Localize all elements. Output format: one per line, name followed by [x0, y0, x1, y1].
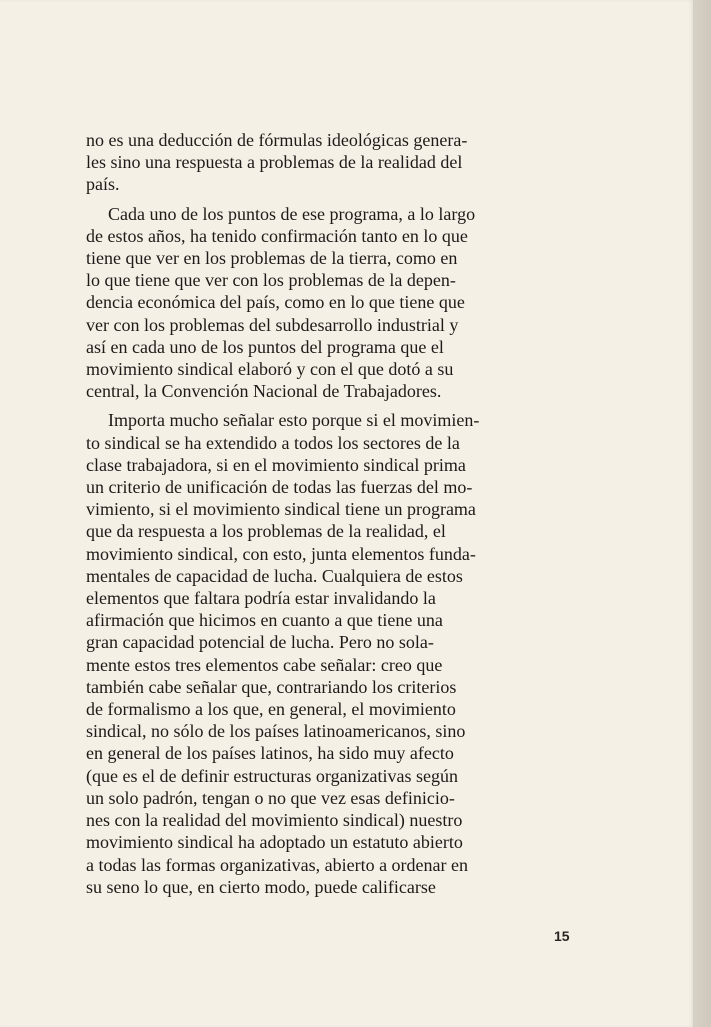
text-line: to sindical se ha extendido a todos los sectores de la [86, 432, 460, 453]
paragraph-3 [86, 409, 581, 897]
text-line: lo que tiene que ver con los problemas de la depen- [86, 270, 456, 291]
text-line: Importa mucho señalar esto porque si el movimien- [108, 410, 480, 431]
text-line: nes con la realidad del movimiento sindical) nuestro [86, 810, 463, 831]
text-line: de estos años, ha tenido confirmación tanto en lo que [86, 225, 468, 246]
text-line: en general de los países latinos, ha sido muy afecto [86, 743, 454, 764]
text-line: movimiento sindical ha adoptado un estatuto abierto [86, 832, 463, 853]
text-line: tiene que ver en los problemas de la tierra, como en [86, 248, 458, 269]
text-line: así en cada uno de los puntos del programa que el [86, 336, 444, 357]
text-line: Cada uno de los puntos de ese programa, a lo largo [108, 203, 476, 224]
text-line: a todas las formas organizativas, abierto a ordenar en [86, 854, 469, 875]
text-line: movimiento sindical elaboró y con el que dotó a su [86, 359, 454, 380]
text-line: gran capacidad potencial de lucha. Pero no sola- [86, 632, 434, 653]
text-line: país. [86, 174, 120, 195]
text-line: un criterio de unificación de todas las fuerzas del mo- [86, 477, 473, 498]
text-line: mente estos tres elementos cabe señalar: creo que [86, 654, 443, 675]
paragraph-2 [86, 203, 581, 403]
text-line: central, la Convención Nacional de Trabajadores. [86, 381, 442, 402]
text-line: vimiento, si el movimiento sindical tiene un programa [86, 499, 476, 520]
text-line: (que es el de definir estructuras organizativas según [86, 765, 459, 786]
page-number: 15 [554, 928, 570, 944]
text-line: un solo padrón, tengan o no que vez esas definicio- [86, 787, 455, 808]
text-line: su seno lo que, en cierto modo, puede calificarse [86, 876, 436, 897]
text-line: sindical, no sólo de los países latinoamericanos, sino [86, 721, 466, 742]
text-line: movimiento sindical, con esto, junta elementos funda- [86, 543, 476, 564]
text-line: no es una deducción de fórmulas ideológicas genera- [86, 130, 468, 150]
paragraph-1 [86, 129, 581, 196]
text-line: afirmación que hicimos en cuanto a que tiene una [86, 610, 443, 631]
page-edge [693, 0, 711, 1027]
text-line: ver con los problemas del subdesarrollo industrial y [86, 314, 459, 335]
body-text [86, 129, 581, 898]
text-line: elementos que faltara podría estar invalidando la [86, 588, 436, 609]
text-line: también cabe señalar que, contrariando los criterios [86, 676, 457, 697]
text-line: que da respuesta a los problemas de la realidad, el [86, 521, 446, 542]
text-line: dencia económica del país, como en lo que tiene que [86, 292, 465, 313]
text-line: clase trabajadora, si en el movimiento sindical prima [86, 454, 466, 475]
text-line: les sino una respuesta a problemas de la realidad del [86, 152, 463, 173]
text-line: de formalismo a los que, en general, el movimiento [86, 699, 456, 720]
text-line: mentales de capacidad de lucha. Cualquiera de estos [86, 565, 463, 586]
